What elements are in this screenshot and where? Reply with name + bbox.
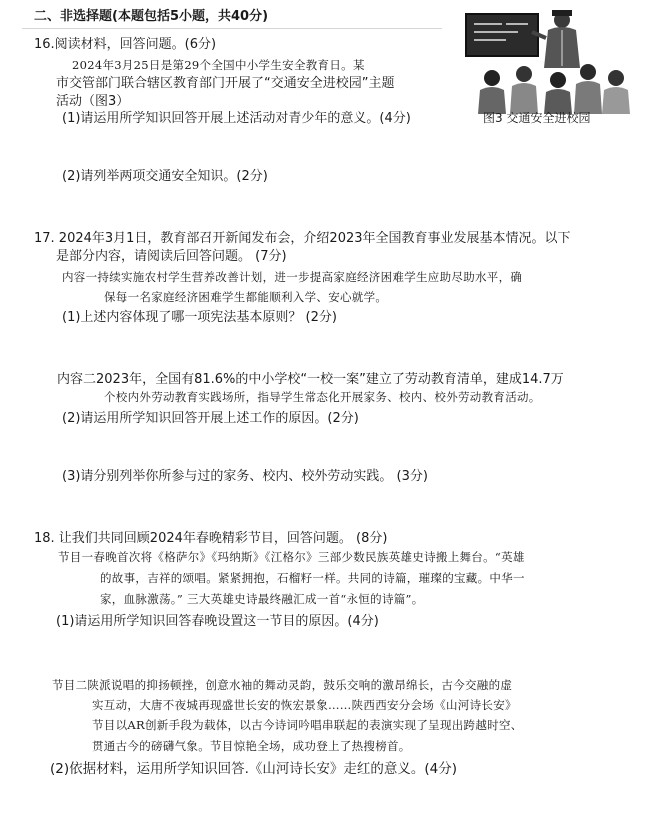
q16-title: 16.阅读材料，回答问题。(6分) — [34, 37, 217, 52]
q17-content2-line2: 个校内外劳动教育实践场所，指导学生常态化开展家务、校内、校外劳动教育活动。 — [104, 390, 541, 404]
q17-sub2: (2)请运用所学知识回答开展上述工作的原因。(2分) — [62, 411, 359, 426]
section-heading: 二、非选择题(本题包括5小题，共40分) — [34, 9, 269, 24]
q18-prog2-line1: 节目二陕派说唱的抑扬顿挫，创意水袖的舞动灵韵，鼓乐交响的激昂绵长，古今交融的虚 — [52, 678, 513, 692]
q18-prog2-line4: 贯通古今的磅礴气象。节目惊艳全场，成功登上了热搜榜首。 — [92, 739, 411, 753]
q18-title: 18. 让我们共同回顾2024年春晚精彩节目，回答问题。 (8分) — [34, 531, 388, 546]
q16-sub1: (1)请运用所学知识回答开展上述活动对青少年的意义。(4分) — [62, 111, 411, 126]
q16-material-line1: 2024年3月25日是第29个全国中小学生安全教育日。某 — [72, 58, 365, 72]
q18-prog1-line2: 的故事，吉祥的颂唱。紧紧拥抱，石榴籽一样。共同的诗篇，璀璨的宝藏。中华一 — [100, 571, 525, 585]
q17-content1-line1: 内容一持续实施农村学生营养改善计划，进一步提高家庭经济困难学生应助尽助水平，确 — [62, 270, 523, 284]
section-divider — [22, 28, 442, 29]
q17-sub3: (3)请分别列举你所参与过的家务、校内、校外劳动实践。 (3分) — [62, 469, 428, 484]
q18-sub1: (1)请运用所学知识回答春晚设置这一节目的原因。(4分) — [56, 614, 379, 629]
q16-sub2: (2)请列举两项交通安全知识。(2分) — [62, 169, 268, 184]
q17-content1-line2: 保每一名家庭经济困难学生都能顺利入学、安心就学。 — [104, 290, 388, 304]
q18-prog2-line2: 实互动，大唐不夜城再现盛世长安的恢宏景象……陕西西安分会场《山河诗长安》 — [92, 698, 517, 712]
traffic-safety-illustration — [462, 6, 632, 116]
q16-figure-caption: 图3 交通安全进校园 — [483, 111, 591, 125]
q17-sub1: (1)上述内容体现了哪一项宪法基本原则？ (2分) — [62, 310, 337, 325]
q18-sub2: (2)依据材料，运用所学知识回答.《山河诗长安》走红的意义。(4分) — [50, 761, 458, 777]
q18-prog1-line1: 节目一春晚首次将《格萨尔》《玛纳斯》《江格尔》三部少数民族英雄史诗搬上舞台。“英雄 — [58, 550, 525, 564]
q17-content2-line1: 内容二2023年，全国有81.6%的中小学校“一校一案”建立了劳动教育清单，建成14.7万 — [57, 372, 564, 387]
q18-prog2-line3: 节目以AR创新手段为载体，以古今诗词吟唱串联起的表演实现了呈现出跨越时空、 — [92, 718, 523, 732]
q16-material-line3: 活动（图3） — [56, 94, 130, 109]
q16-material-line2: 市交管部门联合辖区教育部门开展了“交通安全进校园”主题 — [56, 76, 395, 91]
q17-title-line1: 17. 2024年3月1日，教育部召开新闻发布会，介绍2023年全国教育事业发展基本情况。以下 — [34, 231, 571, 246]
q17-title-line2: 是部分内容，请阅读后回答问题。 (7分) — [56, 249, 287, 264]
q18-prog1-line3: 家，血脉激荡。” 三大英雄史诗最终融汇成一首“永恒的诗篇”。 — [100, 592, 424, 606]
